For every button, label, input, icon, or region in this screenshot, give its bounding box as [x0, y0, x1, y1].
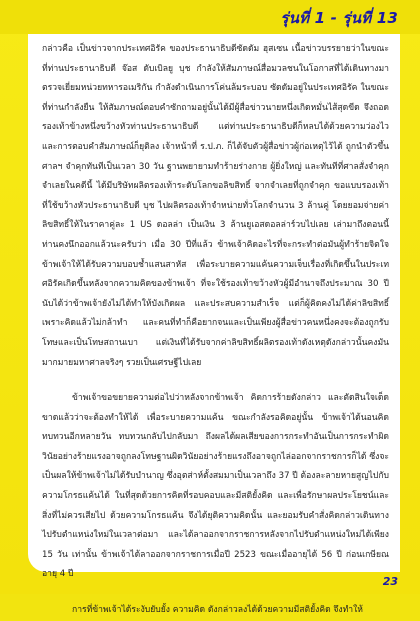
- paragraph-1: กล่าวคือ เป็นข่าวจากประเทศอิรัค ของประธานาธิบดีซัดดัม ฮุสเซน เนื้อข่าวบรรยายว่าในขณะที่ท่านประธานาธิบดี จ๊อส ดับเบิลยู บุช กำลังให้สัมภาษณ์สื่อมวลชนในโอกาสที่ได้เดินทางมาตรวจเยี่ยมหน่วยทหารอเมริกัน กำลังดำเนินการโค่นล้มระบอบ ซัดดัมอยู่ในประเทศอิรัค ในขณะที่ท่านกำลังยืน ให้สัมภาษณ์ตอบคำซักถามอยู่นั้นได้มีผู้สื่อข่าวนายหนึ่งเกิดหมั่นไส้สุดขีด จึงถอดรองเท้าข้างหนึ่งขว้างหัวท่านประธานาธิบดี แต่ท่านประธานาธิบดีก็หลบได้ด้วยความว่องไว และการตอบคำสัมภาษณ์ก็ยุติลง เจ้าหน้าที่ ร.ป.ภ. ก็ได้จับตัวผู้สื่อข่าวผู้ก่อเหตุไว้ได้ ถูกนำตัวขึ้นศาลฯ จำคุกทันทีเป็นเวลา 30 วัน ฐานพยายามทำร้ายร่างกาย ผู้ยิ่งใหญ่ และทันทีที่ศาลสั่งจำคุก จำเลยในคดีนี้ ได้มีบริษัทผลิตรองเท้าระดับโลกขอลิขสิทธิ์ จากจำเลยที่ถูกจำคุก ขอแบบรองเท้าที่ใช้ขว้างหัวประธานาธิบดี บุช ไปผลิตรองเท้าจำหน่ายทั่วโลกจำนวน 3 ล้านคู่ โดยยอมจ่ายค่าลิขสิทธิ์ให้ในราคาคู่ละ 1 US ดอลล่า เป็นเงิน 3 ล้านยูเอสดอลล่าร์วบไปเลย เล่ามาถึงตอนนี้ท่านคงนึกออกแล้วนะครับว่า เมื่อ 30 ปีที่แล้ว ข้าพเจ้าคิดอะไรที่จะกระทำต่อมันผู้ทำร้ายจิตใจข้าพเจ้าให้ได้รับความบอบช้ำแสนสาหัส เพื่อระบายความแค้นความเจ็บเรื่องที่เกิดขึ้นในประเทศอิรัคเกิดขึ้นหลังจากความคิดของข้าพเจ้า ที่จะใช้รองเท้าขว้างหัวผู้มีอำนาจถึงประมาณ 30 ปี นับได้ว่าข้าพเจ้ายังไม่ได้ทำให้บังเกิดผล และประสบความสำเร็จ แต่ก็ผู้คิดคงไม่ได้ค่าลิขสิทธิ์เพราะคิดแล้วไม่กล้าทำ และคนที่ทำก็คือยากจนและเป็นเพียงผู้สื่อข่าวคนหนึ่งคงจะต้องถูกรับโทษและเป็นโทษสถานเบา แต่เงินที่ได้รับจากค่าลิขสิทธิ์ผลิตรองเท้าดังเหตุดังกล่าวนั้นคงมันมากมายมหาศาลจริงๆ รวยเป็นเศรษฐีไปเลย: [42, 44, 389, 368]
- series-label: รุ่นที่ 1 - รุ่นที่ 13: [280, 9, 398, 27]
- header-bar: [0, 0, 420, 34]
- page-number: 23: [382, 575, 398, 588]
- article-body: [42, 40, 389, 621]
- paragraph-spacer: [42, 373, 389, 389]
- paragraph-2: ข้าพเจ้าขอขยายความต่อไปว่าหลังจากข้าพเจ้า คิดการร้ายดังกล่าว และตัดสินใจเด็ดขาดแล้วว่าจะต้องทำให้ได้ เพื่อระบายความแค้น ขณะกำลังรอคิดอยู่นั้น ข้าพเจ้าได้นอนคิดทบทวนอีกหลายวัน ทบทวนกลับไปกลับมา ถึงผลได้ผลเสียของการกระทำอันเป็นการกระทำผิดวินัยอย่างร้ายแรงอาจถูกลงโทษฐานผิดวินัยอย่างร้ายแรงถึงอาจถูกไล่ออกจากราชการก็ได้ ซึ่งจะเป็นผลให้ข้าพเจ้าไม่ได้รับบำนาญ ซึ่งอุตส่าห์ตั้งสมมาเป็นเวลาถึง 37 ปี ต้องละลายหายสูญไปกับความโกรธแค้นได้ ในที่สุดด้วยการคิดที่รอบคอบและมีสติยั้งคิด และเพื่อรักษาผลประโยชน์และสิ่งที่ไม่ควรเสียไป ด้วยความโกรธแค้น จึงได้ยุติความคิดนั้น และยอมรับคำสั่งคิดกล่าวเดินทางไปรับตำแหน่งใหม่ในเวลาต่อมา และได้ลาออกจากราชการหลังจากไปรับตำแหน่งใหม่ได้เพียง 15 วัน เท่านั้น ข้าพเจ้าได้ลาออกจากราชการเมื่อปี 2523 ขณะเมื่ออายุได้ 56 ปี ก่อนเกษียณอายุ 4 ปี: [42, 393, 389, 580]
- paragraph-spacer: [42, 585, 389, 601]
- paragraph-3: การที่ข้าพเจ้าได้ระงับยับยั้ง ความคิด ดังกล่าวลงได้ด้วยความมีสติยั้งคิด จึงทำให้: [72, 605, 363, 616]
